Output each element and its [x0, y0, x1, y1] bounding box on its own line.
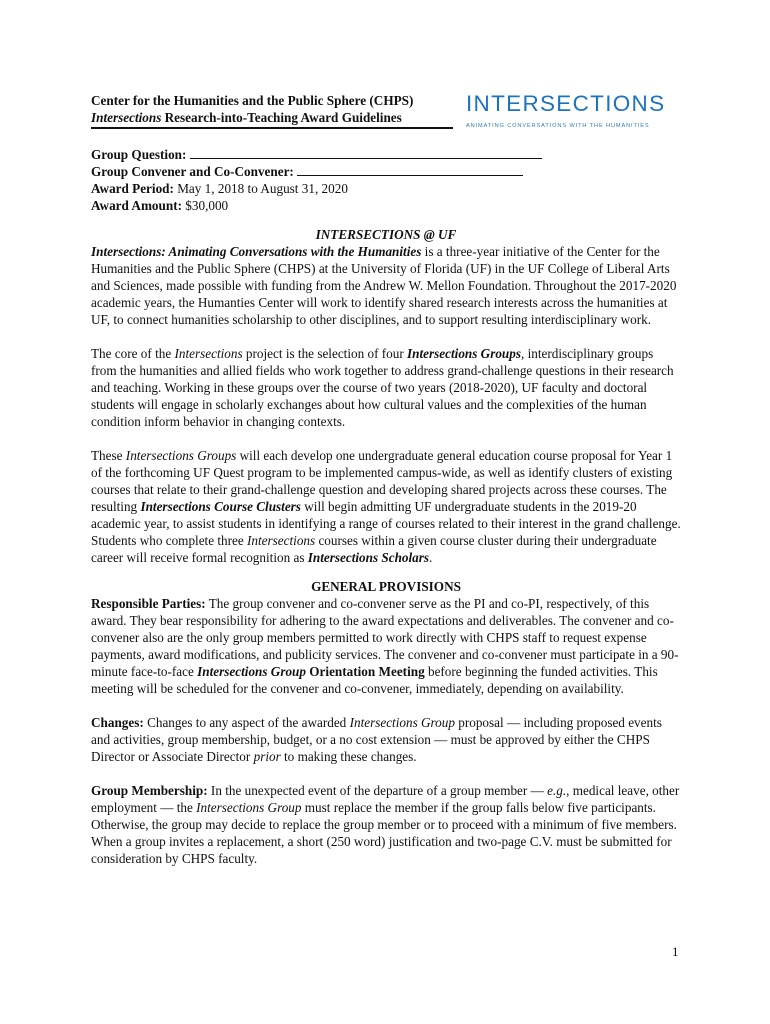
title-line-1: Center for the Humanities and the Public Sphere (CHPS) — [91, 93, 414, 108]
section-heading-general-provisions: GENERAL PROVISIONS — [311, 579, 461, 594]
section-heading-intersections: INTERSECTIONS @ UF — [315, 227, 457, 242]
document-header — [91, 92, 681, 132]
award-period-row: Award Period: May 1, 2018 to August 31, 2020 — [91, 181, 348, 196]
paragraph-groups: These Intersections Groups will each develop one undergraduate general education course proposal for Year 1 of the forthcoming UF Quest program to be implemented campus-wide, as well as identify clusters of existing courses that relate to their grand-challenge question and developing shared projects across these courses. The resulting Intersections Course Clusters will begin admitting UF undergraduate students in the 2019-20 academic year, to assist students in identifying a range of courses related to their interest in the grand challenge. Students who complete three Intersections courses within a given course cluster during their undergraduate career will receive formal recognition as Intersections Scholars. — [91, 448, 681, 565]
paragraph-core: The core of the Intersections project is the selection of four Intersections Groups, interdisciplinary groups from the humanities and allied fields who work together to address grand-challenge questions in their research and teaching. Working in these groups over the course of two years (2018-2020), UF faculty and doctoral students will engage in scholarly exchanges about how cultural values and the complexities of the human condition inform behavior in changing contexts. — [91, 346, 674, 429]
group-convener-blank — [297, 165, 523, 176]
group-question-row: Group Question: — [91, 146, 681, 163]
document-page — [91, 92, 681, 867]
group-question-blank — [190, 148, 542, 159]
paragraph-responsible-parties: Responsible Parties: The group convener and co-convener serve as the PI and co-PI, respectively, of this award. They bear responsibility for adhering to the award expectations and deliverables. The convener and co-convener also are the only group members permitted to work directly with CHPS staff to request expense payments, award modifications, and publicity services. The convener and co-convener must participate in a 90-minute face-to-face Intersections Group Orientation Meeting before beginning the funded activities. This meeting will be scheduled for the convener and co-convener, immediately, depending on availability. — [91, 596, 679, 696]
paragraph-group-membership: Group Membership: In the unexpected event of the departure of a group member — e.g., medical leave, other employment — the Intersections Group must replace the member if the group falls below five participants. Otherwise, the group may decide to replace the group member or to proceed with a minimum of five members. When a group invites a replacement, a short (250 word) justification and two-page C.V. must be submitted for consideration by CHPS faculty. — [91, 783, 680, 866]
document-title — [91, 92, 453, 129]
logo-wordmark: INTERSECTIONS — [466, 91, 666, 116]
award-meta — [91, 146, 681, 214]
page-number: 1 — [672, 944, 679, 959]
award-amount-row: Award Amount: $30,000 — [91, 198, 229, 213]
paragraph-intro: Intersections: Animating Conversations with the Humanities is a three-year initiative of the Center for the Humanities and the Public Sphere (CHPS) at the University of Florida (UF) in the UF College of Liberal Arts and Sciences, made possible with funding from the Andrew W. Mellon Foundation. Throughout the 2017-2020 academic years, the Humanties Center will work to identify shared research interests across the humanities at UF, to connect humanities scholarship to other disciplines, and to support resulting interdisciplinary work. — [91, 244, 677, 327]
group-convener-row: Group Convener and Co-Convener: — [91, 163, 681, 180]
title-line-2: Intersections Research-into-Teaching Award Guidelines — [91, 110, 402, 125]
logo-tagline: ANIMATING CONVERSATIONS WITH THE HUMANITIES — [466, 123, 650, 129]
intersections-logo — [466, 92, 676, 135]
paragraph-changes: Changes: Changes to any aspect of the awarded Intersections Group proposal — including proposed events and activities, group membership, budget, or a no cost extension — must be approved by either the CHPS Director or Associate Director prior to making these changes. — [91, 715, 662, 764]
